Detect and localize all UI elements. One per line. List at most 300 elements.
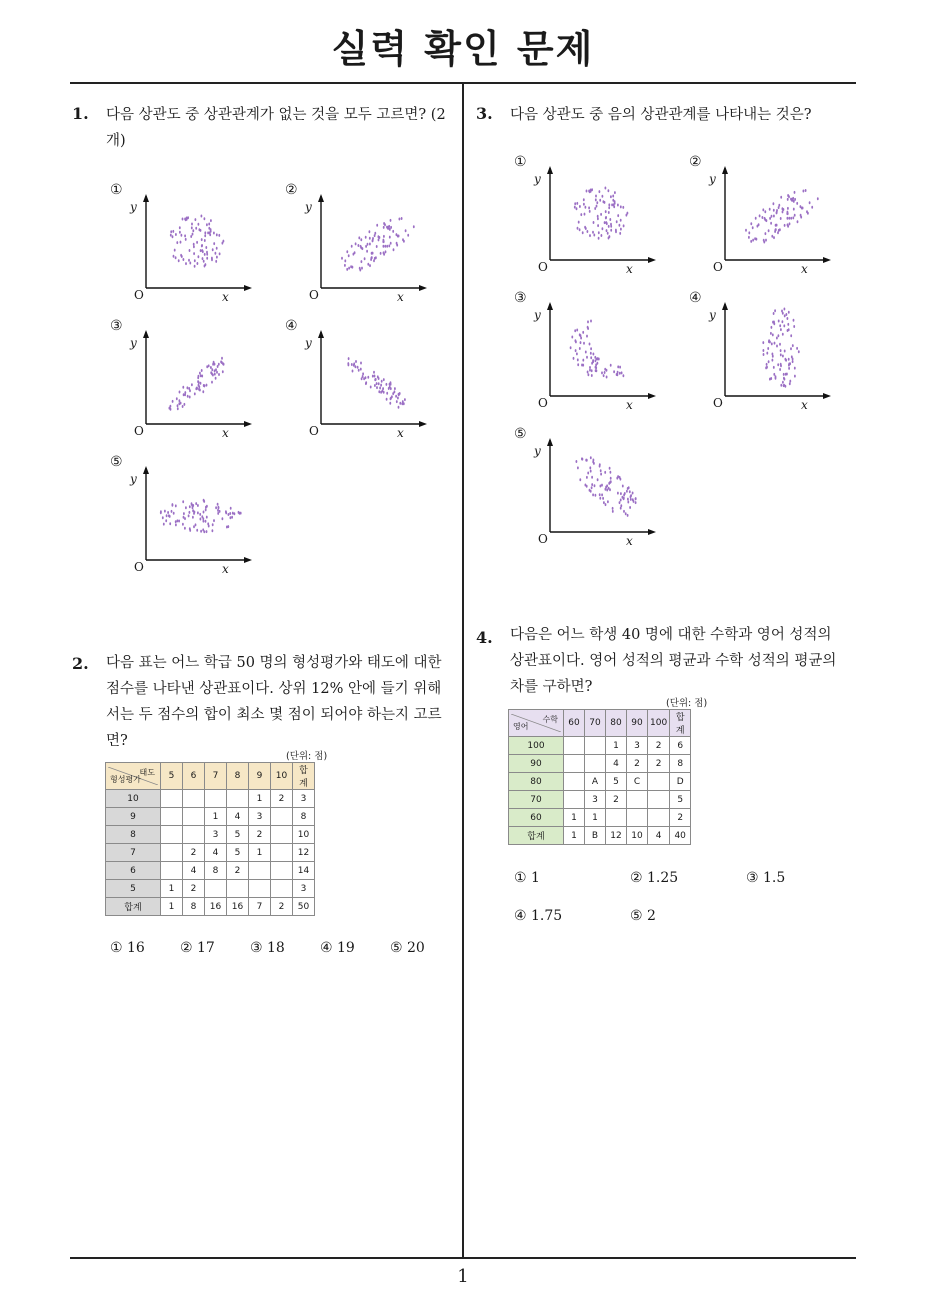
scatter-point <box>599 497 601 500</box>
scatter-point <box>367 263 369 266</box>
q4-choice-2[interactable]: ② 1.25 <box>630 870 679 886</box>
scatter-point <box>590 189 592 192</box>
table-row-header: 80 <box>509 773 564 791</box>
scatter-point <box>197 262 199 265</box>
q2-choice-1[interactable]: ① 16 <box>110 940 145 956</box>
scatter-point <box>200 518 202 521</box>
scatter-point <box>399 402 401 405</box>
scatter-point <box>629 490 631 493</box>
q2-choice-5[interactable]: ⑤ 20 <box>390 940 425 956</box>
scatter-point <box>187 395 189 398</box>
scatter-point <box>593 234 595 237</box>
scatter-point <box>600 485 602 488</box>
scatter-point <box>599 493 601 496</box>
scatter-point <box>182 523 184 526</box>
scatter-point <box>772 333 774 336</box>
table-cell: 1 <box>606 737 627 755</box>
table-cell <box>564 791 585 809</box>
scatter-point <box>605 216 607 219</box>
axis-arrows <box>722 166 831 263</box>
scatter-point <box>348 254 350 257</box>
scatter-point <box>401 217 403 220</box>
scatter-point <box>593 353 595 356</box>
scatter-point <box>603 374 605 377</box>
scatter-point <box>383 245 385 248</box>
scatter-point <box>605 210 607 213</box>
scatter-point <box>185 262 187 265</box>
x-axis-label: x <box>222 562 229 576</box>
scatter-point <box>765 239 767 242</box>
scatter-point <box>611 203 613 206</box>
scatter-point <box>399 218 401 221</box>
table-col-header: 80 <box>606 710 627 737</box>
scatter-point <box>201 515 203 518</box>
scatter-point <box>175 233 177 236</box>
table-cell <box>161 790 183 808</box>
table-cell: 3 <box>585 791 606 809</box>
scatter-point <box>807 212 809 215</box>
table-cell: 50 <box>293 898 315 916</box>
scatter-point <box>587 371 589 374</box>
scatter-point <box>201 215 203 218</box>
scatter-point <box>599 199 601 202</box>
scatter-point <box>771 342 773 345</box>
scatter-point <box>788 358 790 361</box>
scatter-point <box>234 512 236 515</box>
scatter-point <box>183 258 185 261</box>
scatter-point <box>577 363 579 366</box>
axes <box>725 304 827 396</box>
table-cell: 3 <box>627 737 648 755</box>
scatter-point <box>591 362 593 365</box>
table-col-header: 8 <box>227 763 249 790</box>
scatter-point <box>360 238 362 241</box>
scatter-point <box>629 506 631 509</box>
scatter-point <box>785 359 787 362</box>
scatter-point <box>165 519 167 522</box>
plot-number: ② <box>285 182 298 198</box>
scatter-point <box>577 358 579 361</box>
scatter-point <box>389 236 391 239</box>
table-corner-cell <box>106 763 161 790</box>
scatter-point <box>599 190 601 193</box>
table-cell <box>161 826 183 844</box>
scatter-point <box>217 503 219 506</box>
table-cell <box>227 880 249 898</box>
scatter-point <box>604 201 606 204</box>
q4-choice-5[interactable]: ⑤ 2 <box>630 908 656 924</box>
scatter-point <box>750 222 752 225</box>
q2-text <box>106 650 458 754</box>
scatter-point <box>172 230 174 233</box>
scatter-point <box>222 370 224 373</box>
scatter-point <box>211 368 213 371</box>
scatter-point <box>200 374 202 377</box>
table-cell <box>585 755 606 773</box>
scatter-point <box>578 221 580 224</box>
table-row <box>106 898 315 916</box>
scatter-point <box>355 360 357 363</box>
scatter-point <box>189 396 191 399</box>
scatter-point <box>800 216 802 219</box>
scatter-point <box>581 364 583 367</box>
table-row-header: 6 <box>106 862 161 880</box>
scatter-point <box>377 375 379 378</box>
scatter-point <box>182 500 184 503</box>
scatter-point <box>208 364 210 367</box>
scatter-point <box>166 514 168 517</box>
scatter-point <box>803 190 805 193</box>
scatter-point <box>201 238 203 241</box>
table-cell: A <box>585 773 606 791</box>
scatter-point <box>782 381 784 384</box>
table-cell: 5 <box>227 826 249 844</box>
scatter-point <box>195 227 197 230</box>
scatter-point <box>769 378 771 381</box>
x-axis-label: x <box>626 534 633 548</box>
scatter-point <box>595 366 597 369</box>
scatter-point <box>585 351 587 354</box>
scatter-point <box>632 498 634 501</box>
scatter-point <box>207 231 209 234</box>
scatter-point <box>584 213 586 216</box>
scatter-point <box>206 516 208 519</box>
y-axis-label: y <box>130 200 137 214</box>
scatter-point <box>605 187 607 190</box>
scatter-point <box>190 235 192 238</box>
scatter-point <box>589 489 591 492</box>
scatter-point <box>587 472 589 475</box>
table-cell: 5 <box>670 791 691 809</box>
scatter-points <box>570 320 625 379</box>
scatter-point <box>204 265 206 268</box>
table-cell <box>606 809 627 827</box>
scatter-point <box>601 371 603 374</box>
table-row <box>509 737 691 755</box>
x-axis-label: x <box>801 262 808 276</box>
table-corner-cell <box>509 710 564 737</box>
table-cell: 12 <box>293 844 315 862</box>
scatter-point <box>788 311 790 314</box>
scatter-point <box>598 237 600 240</box>
scatter-point <box>203 260 205 263</box>
scatter-point <box>785 373 787 376</box>
scatter-point <box>782 320 784 323</box>
scatter-point <box>183 512 185 515</box>
q2-choice-4[interactable]: ④ 19 <box>320 940 355 956</box>
scatter-point <box>627 212 629 215</box>
table-row-header: 7 <box>106 844 161 862</box>
scatter-point <box>623 374 625 377</box>
plot-number: ① <box>514 154 527 170</box>
scatter-point <box>198 381 200 384</box>
scatter-point <box>371 252 373 255</box>
scatter-point <box>793 208 795 211</box>
q4-choice-3[interactable]: ③ 1.5 <box>746 870 786 886</box>
scatter-point <box>189 511 191 514</box>
scatter-point <box>782 355 784 358</box>
scatter-point <box>627 514 629 517</box>
scatter-point <box>179 231 181 234</box>
scatter-point <box>200 229 202 232</box>
scatter-point <box>199 372 201 375</box>
plot-number: ⑤ <box>110 454 123 470</box>
table-cell: 3 <box>293 880 315 898</box>
scatter-point <box>365 245 367 248</box>
scatter-point <box>384 245 386 248</box>
origin-label: O <box>134 288 144 302</box>
scatter-point <box>606 222 608 225</box>
scatter-point <box>191 223 193 226</box>
scatter-point <box>615 230 617 233</box>
scatter-point <box>228 513 230 516</box>
table-row-header: 9 <box>106 808 161 826</box>
scatter-point <box>375 378 377 381</box>
scatter-point <box>204 253 206 256</box>
scatter-point <box>389 402 391 405</box>
table-col-header: 합계 <box>670 710 691 737</box>
scatter-point <box>621 371 623 374</box>
scatter-point <box>198 255 200 258</box>
table-cell: 40 <box>670 827 691 845</box>
scatter-point <box>210 366 212 369</box>
table-cell: 1 <box>205 808 227 826</box>
y-axis-label: y <box>534 444 541 458</box>
table-col-header: 합계 <box>293 763 315 790</box>
scatter-point <box>203 384 205 387</box>
q1-number: 1. <box>72 104 89 123</box>
scatter-point <box>390 242 392 245</box>
table-row-header: 8 <box>106 826 161 844</box>
q3-scatter-plot-4 <box>689 290 839 415</box>
q4-choice-4[interactable]: ④ 1.75 <box>514 908 563 924</box>
y-axis-label: y <box>709 172 716 186</box>
scatter-point <box>175 256 177 259</box>
scatter-point <box>217 512 219 515</box>
table-col-header: 60 <box>564 710 585 737</box>
scatter-point <box>620 504 622 507</box>
scatter-point <box>620 219 622 222</box>
scatter-point <box>189 505 191 508</box>
scatter-point <box>590 347 592 350</box>
scatter-point <box>591 369 593 372</box>
scatter-point <box>612 510 614 513</box>
scatter-point <box>775 224 777 227</box>
origin-label: O <box>309 288 319 302</box>
table-cell: D <box>670 773 691 791</box>
table-cell <box>161 808 183 826</box>
scatter-point <box>592 460 594 463</box>
q1-text <box>106 102 456 154</box>
scatter-point <box>403 402 405 405</box>
scatter-point <box>362 372 364 375</box>
scatter-points <box>170 215 224 268</box>
q4-correlation-table <box>508 709 691 845</box>
scatter-point <box>169 515 171 518</box>
scatter-point <box>780 328 782 331</box>
scatter-point <box>582 359 584 362</box>
scatter-point <box>599 463 601 466</box>
scatter-point <box>361 267 363 270</box>
table-cell: 8 <box>205 862 227 880</box>
plot-number: ③ <box>110 318 123 334</box>
scatter-point <box>195 523 197 526</box>
scatter-point <box>583 342 585 345</box>
q3-scatter-plot-5 <box>514 426 664 551</box>
q2-choice-2[interactable]: ② 17 <box>180 940 215 956</box>
table-cell: 4 <box>205 844 227 862</box>
scatter-point <box>787 212 789 215</box>
table-cell <box>627 809 648 827</box>
scatter-point <box>232 512 234 515</box>
scatter-point <box>413 225 415 228</box>
scatter-point <box>365 381 367 384</box>
origin-label: O <box>538 260 548 274</box>
scatter-point <box>595 195 597 198</box>
table-cell: 3 <box>293 790 315 808</box>
table-cell: 2 <box>227 862 249 880</box>
scatter-point <box>762 341 764 344</box>
scatter-point <box>194 392 196 395</box>
scatter-point <box>386 398 388 401</box>
scatter-point <box>592 493 594 496</box>
scatter-point <box>592 359 594 362</box>
scatter-point <box>590 470 592 473</box>
scatter-point <box>218 373 220 376</box>
scatter-point <box>591 486 593 489</box>
scatter-point <box>218 234 220 237</box>
scatter-point <box>192 233 194 236</box>
scatter-point <box>770 332 772 335</box>
scatter-point <box>586 190 588 193</box>
scatter-point <box>230 507 232 510</box>
scatter-point <box>396 400 398 403</box>
scatter-point <box>817 197 819 200</box>
scatter-point <box>776 345 778 348</box>
scatter-point <box>199 513 201 516</box>
scatter-point <box>208 223 210 226</box>
q4-choice-1[interactable]: ① 1 <box>514 870 540 886</box>
scatter-point <box>768 229 770 232</box>
table-cell: 10 <box>293 826 315 844</box>
scatter-point <box>590 320 592 323</box>
table-row <box>106 826 315 844</box>
scatter-point <box>787 217 789 220</box>
scatter-point <box>389 383 391 386</box>
scatter-point <box>346 268 348 271</box>
origin-label: O <box>538 532 548 546</box>
scatter-point <box>214 373 216 376</box>
scatter-point <box>587 230 589 233</box>
scatter-point <box>596 205 598 208</box>
scatter-point <box>172 400 174 403</box>
scatter-point <box>622 485 624 488</box>
scatter-point <box>191 226 193 229</box>
scatter-point <box>383 226 385 229</box>
scatter-point <box>589 369 591 372</box>
scatter-point <box>204 231 206 234</box>
scatter-point <box>607 500 609 503</box>
scatter-point <box>369 230 371 233</box>
scatter-point <box>779 324 781 327</box>
table-cell <box>183 808 205 826</box>
scatter-point <box>580 213 582 216</box>
scatter-point <box>367 376 369 379</box>
scatter-point <box>769 217 771 220</box>
plot-number: ⑤ <box>514 426 527 442</box>
table-cell: 1 <box>249 790 271 808</box>
scatter-point <box>777 363 779 366</box>
scatter-point <box>576 329 578 332</box>
scatter-point <box>212 363 214 366</box>
page-number: 1 <box>457 1266 469 1287</box>
scatter-point <box>212 529 214 532</box>
scatter-point <box>177 519 179 522</box>
scatter-point <box>604 221 606 224</box>
scatter-point <box>223 363 225 366</box>
table-cell <box>648 791 670 809</box>
scatter-point <box>790 347 792 350</box>
scatter-point <box>167 511 169 514</box>
scatter-point <box>786 313 788 316</box>
scatter-point <box>366 250 368 253</box>
scatter-point <box>212 523 214 526</box>
table-cell <box>585 737 606 755</box>
scatter-point <box>201 244 203 247</box>
scatter-point <box>360 362 362 365</box>
scatter-point <box>574 202 576 205</box>
scatter-point <box>386 245 388 248</box>
scatter-point <box>595 494 597 497</box>
scatter-point <box>778 204 780 207</box>
scatter-point <box>210 230 212 233</box>
scatter-point <box>624 492 626 495</box>
scatter-point <box>586 335 588 338</box>
table-cell: 3 <box>205 826 227 844</box>
scatter-point <box>617 492 619 495</box>
scatter-point <box>768 360 770 363</box>
scatter-point <box>773 373 775 376</box>
scatter-point <box>194 259 196 262</box>
y-axis-label: y <box>305 336 312 350</box>
scatter-point <box>198 384 200 387</box>
scatter-point <box>589 234 591 237</box>
scatter-point <box>794 214 796 217</box>
scatter-point <box>762 208 764 211</box>
q2-choice-3[interactable]: ③ 18 <box>250 940 285 956</box>
table-row-header: 100 <box>509 737 564 755</box>
scatter-point <box>203 511 205 514</box>
scatter-point <box>614 191 616 194</box>
scatter-point <box>591 483 593 486</box>
table-col-header: 90 <box>627 710 648 737</box>
scatter-point <box>202 250 204 253</box>
scatter-point <box>176 241 178 244</box>
scatter-point <box>577 227 579 230</box>
scatter-point <box>376 386 378 389</box>
scatter-point <box>627 501 629 504</box>
scatter-point <box>754 237 756 240</box>
scatter-point <box>632 492 634 495</box>
scatter-point <box>610 229 612 232</box>
scatter-point <box>790 217 792 220</box>
scatter-point <box>192 516 194 519</box>
q2-line: 면? <box>106 733 128 749</box>
scatter-point <box>586 459 588 462</box>
scatter-point <box>766 366 768 369</box>
scatter-point <box>783 384 785 387</box>
scatter-point <box>390 219 392 222</box>
